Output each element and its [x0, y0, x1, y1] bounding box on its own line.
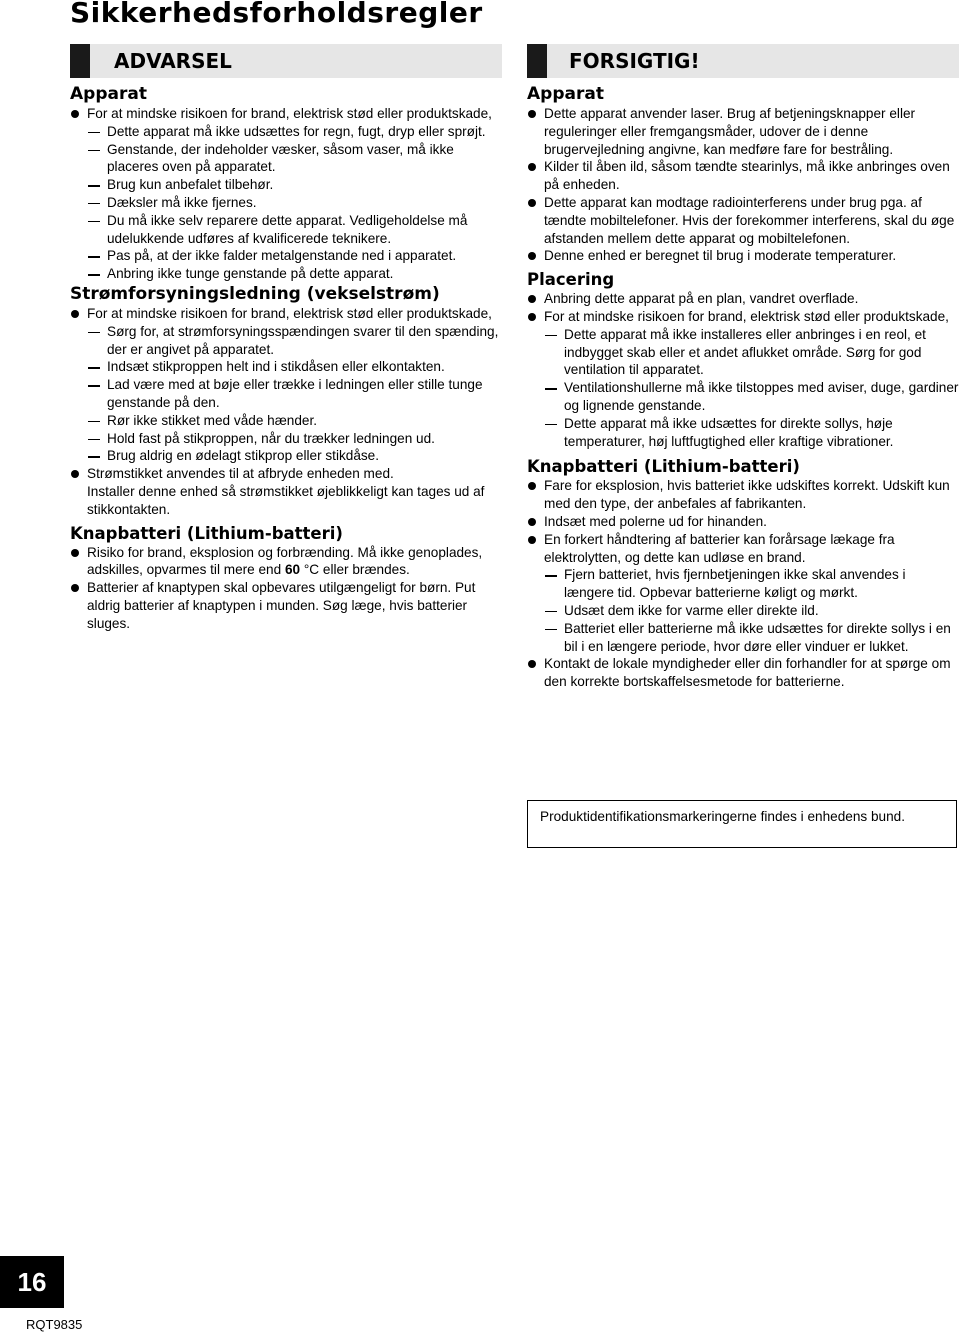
list-item: For at mindske risikoen for brand, elektrisk stød eller produktskade, — [70, 305, 502, 323]
list-item: Batteriet eller batterierne må ikke udsættes for direkte sollys i en bil i en længere periode, hvor døre eller vinduer er lukket. — [527, 620, 959, 656]
list-item-continued: Installer denne enhed så strømstikket øjeblikkeligt kan tages ud af stikkontakten. — [87, 483, 485, 517]
apparat-warning-list — [70, 105, 502, 283]
list-item: For at mindske risikoen for brand, elektrisk stød eller produktskade, — [70, 105, 502, 123]
warning-header — [70, 44, 502, 78]
page-number: 16 — [0, 1256, 64, 1308]
list-item: Dette apparat må ikke installeres eller anbringes i en reol, et indbygget skab eller et andet aflukket område. Sørg for god ventilation til apparatet. — [527, 326, 959, 379]
apparat-caution-list — [527, 105, 959, 265]
list-item: Udsæt dem ikke for varme eller direkte ild. — [527, 602, 959, 620]
list-item: Du må ikke selv reparere dette apparat. Vedligeholdelse må udelukkende udføres af kvalificerede teknikere. — [70, 212, 502, 248]
header-marker — [70, 44, 90, 78]
list-item: Kilder til åben ild, såsom tændte stearinlys, må ikke anbringes oven på enheden. — [527, 158, 959, 194]
list-item: Rør ikke stikket med våde hænder. — [70, 412, 502, 430]
list-item — [70, 544, 502, 580]
power-cord-list — [70, 305, 502, 519]
document-code: RQT9835 — [26, 1317, 83, 1332]
list-item: Dette apparat kan modtage radiointerferens under brug pga. af tændte mobiltelefoner. Hvis der forekommer interferens, skal du øge afstanden mellem dette apparat og mobiltelefonen. — [527, 194, 959, 247]
product-id-notice: Produktidentifikationsmarkeringerne findes i enhedens bund. — [527, 800, 957, 848]
section-title-placement: Placering — [527, 270, 615, 290]
header-marker — [527, 44, 547, 78]
list-item: Batterier af knaptypen skal opbevares utilgængeligt for børn. Put aldrig batterier af knaptypen i munden. Søg læge, hvis batterier sluges. — [70, 579, 502, 632]
list-item: Sørg for, at strømforsyningsspændingen svarer til den spænding, der er angivet på apparatet. — [70, 323, 502, 359]
list-item: Fare for eksplosion, hvis batteriet ikke udskiftes korrekt. Udskift kun med den type, der anbefales af fabrikanten. — [527, 477, 959, 513]
list-item: Genstande, der indeholder væsker, såsom vaser, må ikke placeres oven på apparatet. — [70, 141, 502, 177]
list-item: Brug kun anbefalet tilbehør. — [70, 176, 502, 194]
list-item: Indsæt stikproppen helt ind i stikdåsen eller elkontakten. — [70, 358, 502, 376]
list-item: Lad være med at bøje eller trække i ledningen eller stille tunge genstande på den. — [70, 376, 502, 412]
list-item: For at mindske risikoen for brand, elektrisk stød eller produktskade, — [527, 308, 959, 326]
list-item: Ventilationshullerne må ikke tilstoppes med aviser, duge, gardiner og lignende genstande. — [527, 379, 959, 415]
list-item: Anbring ikke tunge genstande på dette apparat. — [70, 265, 502, 283]
placement-list — [527, 290, 959, 450]
battery-warning-list — [70, 544, 502, 633]
battery-risk-text-end: °C eller brændes. — [303, 562, 410, 578]
warning-header-label: ADVARSEL — [114, 49, 232, 73]
section-title-button-battery: Knapbatteri (Lithium-batteri) — [527, 457, 800, 477]
list-item: Fjern batteriet, hvis fjernbetjeningen ikke skal anvendes i længere tid. Opbevar batterierne køligt og mørkt. — [527, 566, 959, 602]
list-item: Dette apparat må ikke udsættes for direkte sollys, høje temperaturer, høj luftfugtighed eller kraftige vibrationer. — [527, 415, 959, 451]
list-item: Dette apparat må ikke udsættes for regn, fugt, dryp eller sprøjt. — [70, 123, 502, 141]
list-item: Anbring dette apparat på en plan, vandret overflade. — [527, 290, 959, 308]
caution-header — [527, 44, 959, 78]
page-title: Sikkerhedsforholdsregler — [70, 0, 483, 29]
list-item: Strømstikket anvendes til at afbryde enheden med. — [70, 465, 502, 483]
caution-column — [527, 44, 959, 691]
section-title-apparat: Apparat — [70, 84, 147, 104]
list-item: Hold fast på stikproppen, når du trækker ledningen ud. — [70, 430, 502, 448]
section-title-apparat: Apparat — [527, 84, 604, 104]
list-item: Indsæt med polerne ud for hinanden. — [527, 513, 959, 531]
battery-risk-text: Risiko for brand, eksplosion og forbrænding. Må ikke genoplades, adskilles, opvarmes til mere end — [87, 544, 483, 578]
list-item: Dæksler må ikke fjernes. — [70, 194, 502, 212]
list-item: Kontakt de lokale myndigheder eller din forhandler for at spørge om den korrekte bortskaffelsesmetode for batterierne. — [527, 655, 959, 691]
list-item: Dette apparat anvender laser. Brug af betjeningsknapper eller reguleringer eller fremgangsmåder, udover de i denne brugervejledning angivne, kan medføre fare for bestråling. — [527, 105, 959, 158]
caution-header-label: FORSIGTIG! — [569, 49, 700, 73]
section-title-power-cord: Strømforsyningsledning (vekselstrøm) — [70, 283, 440, 304]
battery-caution-list — [527, 477, 959, 691]
list-item: Brug aldrig en ødelagt stikprop eller stikdåse. — [70, 447, 502, 465]
section-title-button-battery: Knapbatteri (Lithium-batteri) — [70, 523, 343, 543]
list-item: En forkert håndtering af batterier kan forårsage lækage fra elektrolytten, og dette kan udløse en brand. — [527, 531, 959, 567]
list-item: Pas på, at der ikke falder metalgenstande ned i apparatet. — [70, 247, 502, 265]
list-item: Denne enhed er beregnet til brug i moderate temperaturer. — [527, 247, 959, 265]
warning-column — [70, 44, 502, 633]
temperature-value: 60 — [284, 562, 301, 578]
